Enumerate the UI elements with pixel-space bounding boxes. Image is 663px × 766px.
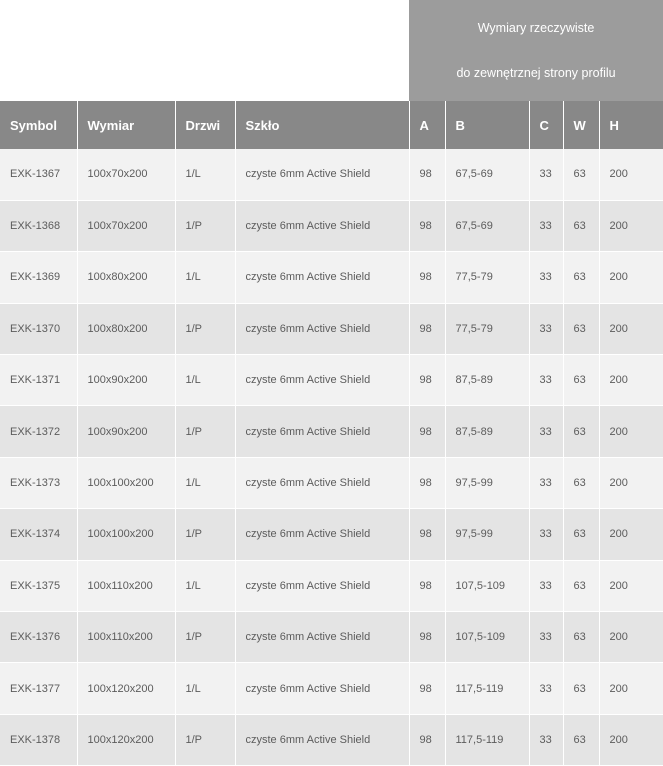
cell-h: 200 — [599, 355, 663, 406]
cell-c: 33 — [529, 149, 563, 200]
cell-b: 67,5-69 — [445, 149, 529, 200]
cell-szklo: czyste 6mm Active Shield — [235, 303, 409, 354]
cell-wymiar: 100x120x200 — [77, 663, 175, 714]
cell-szklo: czyste 6mm Active Shield — [235, 355, 409, 406]
cell-drzwi: 1/L — [175, 560, 235, 611]
cell-w: 63 — [563, 457, 599, 508]
cell-w: 63 — [563, 149, 599, 200]
cell-h: 200 — [599, 200, 663, 251]
cell-b: 67,5-69 — [445, 200, 529, 251]
cell-h: 200 — [599, 252, 663, 303]
table-row — [0, 355, 663, 406]
table-row — [0, 663, 663, 714]
column-header-symbol: Symbol — [0, 101, 77, 149]
column-header-w: W — [563, 101, 599, 149]
cell-c: 33 — [529, 560, 563, 611]
cell-b: 107,5-109 — [445, 560, 529, 611]
cell-symbol: EXK-1373 — [0, 457, 77, 508]
cell-h: 200 — [599, 509, 663, 560]
cell-b: 77,5-79 — [445, 303, 529, 354]
cell-symbol: EXK-1369 — [0, 252, 77, 303]
cell-a: 98 — [409, 252, 445, 303]
cell-wymiar: 100x70x200 — [77, 200, 175, 251]
cell-szklo: czyste 6mm Active Shield — [235, 457, 409, 508]
cell-drzwi: 1/L — [175, 252, 235, 303]
cell-wymiar: 100x100x200 — [77, 457, 175, 508]
cell-w: 63 — [563, 509, 599, 560]
table-row — [0, 509, 663, 560]
cell-h: 200 — [599, 714, 663, 765]
column-header-c: C — [529, 101, 563, 149]
cell-c: 33 — [529, 200, 563, 251]
cell-c: 33 — [529, 457, 563, 508]
cell-w: 63 — [563, 355, 599, 406]
cell-h: 200 — [599, 457, 663, 508]
cell-a: 98 — [409, 714, 445, 765]
table-header-row — [0, 101, 663, 149]
cell-szklo: czyste 6mm Active Shield — [235, 560, 409, 611]
banner-real-dimensions — [409, 0, 663, 101]
column-header-h: H — [599, 101, 663, 149]
cell-h: 200 — [599, 612, 663, 663]
cell-c: 33 — [529, 303, 563, 354]
cell-symbol: EXK-1375 — [0, 560, 77, 611]
banner-spacer — [0, 0, 409, 101]
cell-b: 87,5-89 — [445, 355, 529, 406]
cell-c: 33 — [529, 355, 563, 406]
cell-w: 63 — [563, 406, 599, 457]
cell-drzwi: 1/P — [175, 714, 235, 765]
table-row — [0, 612, 663, 663]
cell-c: 33 — [529, 612, 563, 663]
cell-a: 98 — [409, 406, 445, 457]
cell-h: 200 — [599, 406, 663, 457]
cell-b: 117,5-119 — [445, 714, 529, 765]
cell-b: 77,5-79 — [445, 252, 529, 303]
cell-symbol: EXK-1377 — [0, 663, 77, 714]
cell-symbol: EXK-1374 — [0, 509, 77, 560]
cell-wymiar: 100x90x200 — [77, 355, 175, 406]
cell-wymiar: 100x90x200 — [77, 406, 175, 457]
cell-wymiar: 100x110x200 — [77, 612, 175, 663]
table-row — [0, 303, 663, 354]
cell-drzwi: 1/P — [175, 406, 235, 457]
cell-b: 97,5-99 — [445, 509, 529, 560]
column-header-b: B — [445, 101, 529, 149]
cell-a: 98 — [409, 663, 445, 714]
column-header-wymiar: Wymiar — [77, 101, 175, 149]
cell-wymiar: 100x70x200 — [77, 149, 175, 200]
cell-w: 63 — [563, 303, 599, 354]
cell-szklo: czyste 6mm Active Shield — [235, 714, 409, 765]
cell-szklo: czyste 6mm Active Shield — [235, 200, 409, 251]
cell-b: 107,5-109 — [445, 612, 529, 663]
cell-wymiar: 100x110x200 — [77, 560, 175, 611]
cell-h: 200 — [599, 303, 663, 354]
column-header-szklo: Szkło — [235, 101, 409, 149]
cell-a: 98 — [409, 612, 445, 663]
cell-szklo: czyste 6mm Active Shield — [235, 252, 409, 303]
cell-wymiar: 100x120x200 — [77, 714, 175, 765]
cell-szklo: czyste 6mm Active Shield — [235, 149, 409, 200]
cell-h: 200 — [599, 663, 663, 714]
cell-drzwi: 1/L — [175, 663, 235, 714]
cell-a: 98 — [409, 200, 445, 251]
table-row — [0, 560, 663, 611]
table-row — [0, 149, 663, 200]
cell-b: 87,5-89 — [445, 406, 529, 457]
cell-c: 33 — [529, 663, 563, 714]
cell-symbol: EXK-1368 — [0, 200, 77, 251]
table-row — [0, 406, 663, 457]
cell-c: 33 — [529, 252, 563, 303]
cell-drzwi: 1/P — [175, 509, 235, 560]
cell-a: 98 — [409, 355, 445, 406]
cell-drzwi: 1/L — [175, 457, 235, 508]
cell-symbol: EXK-1367 — [0, 149, 77, 200]
cell-szklo: czyste 6mm Active Shield — [235, 509, 409, 560]
column-header-a: A — [409, 101, 445, 149]
cell-a: 98 — [409, 560, 445, 611]
table-row — [0, 457, 663, 508]
cell-w: 63 — [563, 200, 599, 251]
cell-szklo: czyste 6mm Active Shield — [235, 612, 409, 663]
cell-szklo: czyste 6mm Active Shield — [235, 406, 409, 457]
cell-c: 33 — [529, 714, 563, 765]
table-row — [0, 714, 663, 765]
table-row — [0, 200, 663, 251]
cell-w: 63 — [563, 714, 599, 765]
cell-symbol: EXK-1370 — [0, 303, 77, 354]
table-row — [0, 252, 663, 303]
cell-drzwi: 1/P — [175, 612, 235, 663]
cell-c: 33 — [529, 406, 563, 457]
cell-drzwi: 1/P — [175, 303, 235, 354]
table-body — [0, 149, 663, 766]
cell-symbol: EXK-1371 — [0, 355, 77, 406]
cell-a: 98 — [409, 457, 445, 508]
cell-a: 98 — [409, 149, 445, 200]
cell-symbol: EXK-1372 — [0, 406, 77, 457]
banner-row — [0, 0, 663, 101]
cell-wymiar: 100x100x200 — [77, 509, 175, 560]
cell-drzwi: 1/P — [175, 200, 235, 251]
cell-wymiar: 100x80x200 — [77, 303, 175, 354]
cell-w: 63 — [563, 252, 599, 303]
cell-h: 200 — [599, 149, 663, 200]
cell-a: 98 — [409, 303, 445, 354]
banner-line-2: do zewnętrznej strony profilu — [456, 65, 616, 80]
cell-c: 33 — [529, 509, 563, 560]
column-header-drzwi: Drzwi — [175, 101, 235, 149]
cell-drzwi: 1/L — [175, 149, 235, 200]
cell-b: 97,5-99 — [445, 457, 529, 508]
banner-line-1: Wymiary rzeczywiste — [477, 21, 595, 36]
cell-szklo: czyste 6mm Active Shield — [235, 663, 409, 714]
cell-symbol: EXK-1376 — [0, 612, 77, 663]
cell-w: 63 — [563, 560, 599, 611]
cell-a: 98 — [409, 509, 445, 560]
cell-wymiar: 100x80x200 — [77, 252, 175, 303]
cell-b: 117,5-119 — [445, 663, 529, 714]
cell-symbol: EXK-1378 — [0, 714, 77, 765]
cell-w: 63 — [563, 612, 599, 663]
cell-w: 63 — [563, 663, 599, 714]
cell-h: 200 — [599, 560, 663, 611]
cell-drzwi: 1/L — [175, 355, 235, 406]
